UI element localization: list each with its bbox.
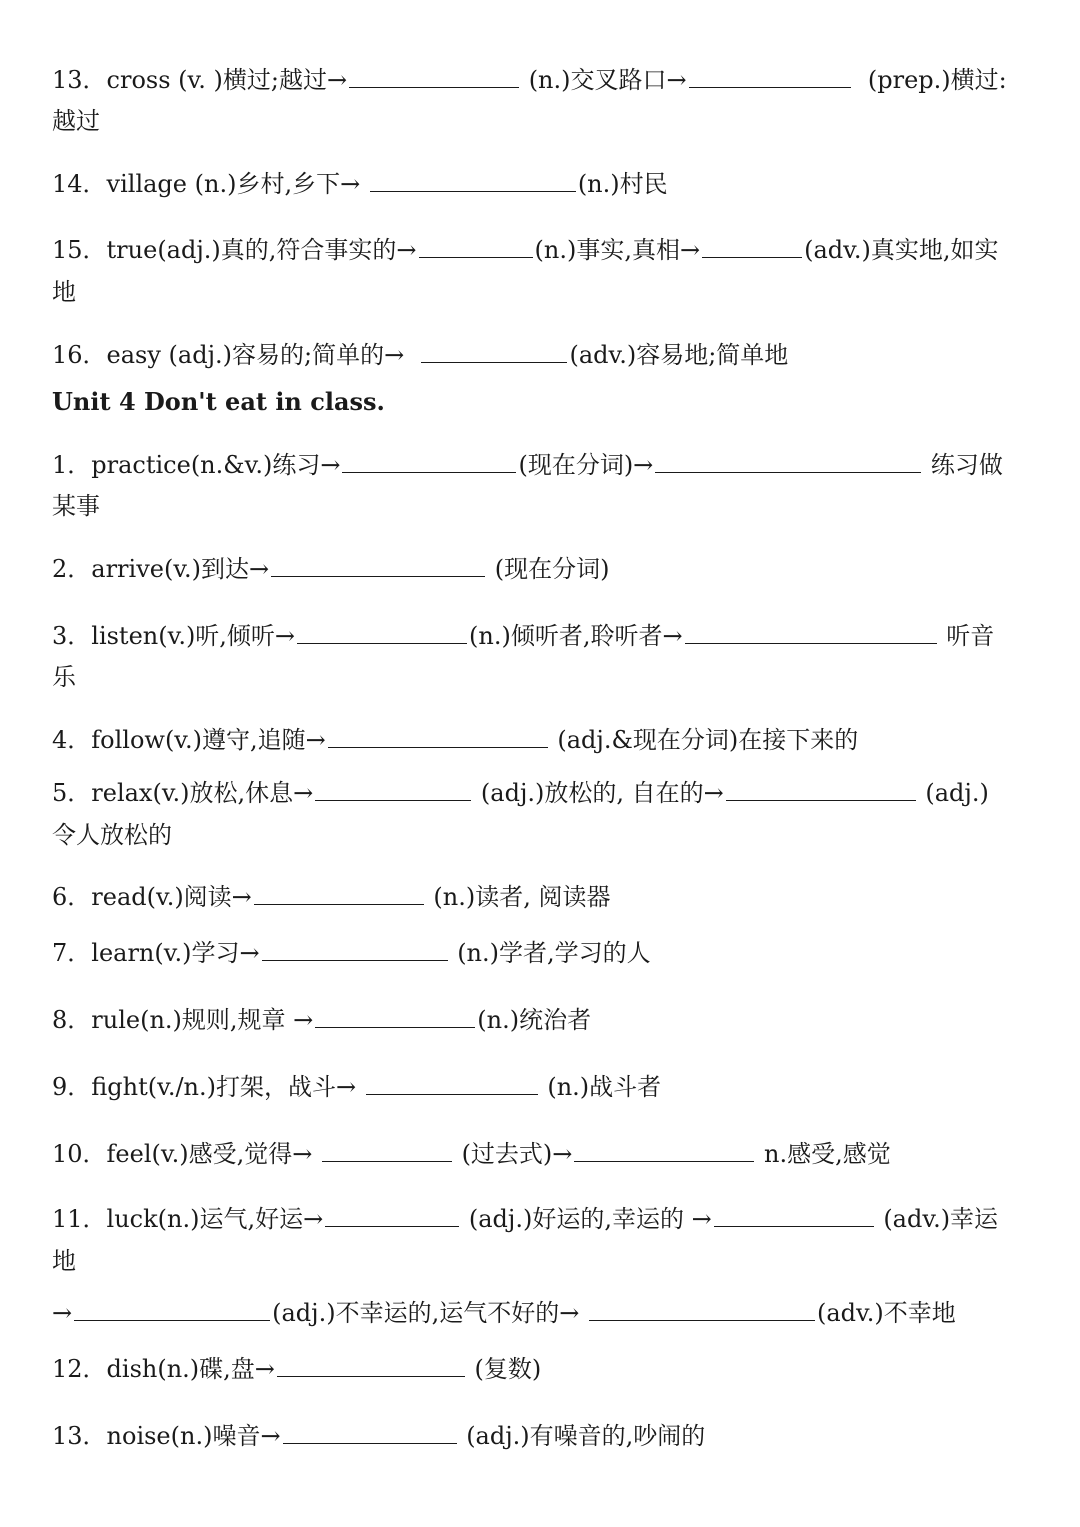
item-text: (现在分词): [487, 555, 610, 583]
item-continuation: 地: [52, 1247, 76, 1275]
item-text: (adj.)不幸运的,运气不好的→: [272, 1299, 587, 1327]
item-u3-15: [52, 230, 1028, 270]
item-text: (adv.)真实地,如实: [804, 236, 999, 264]
item-continuation: 地: [52, 278, 76, 306]
item-text: (adv.)容易地;简单地: [569, 341, 789, 369]
item-u4-3: [52, 616, 1028, 656]
item-text: 4．follow(v.)遵守,追随→: [52, 726, 326, 754]
item-text: (复数): [466, 1355, 542, 1383]
item-text: (adj.): [917, 779, 989, 807]
item-continuation: 乐: [52, 663, 76, 691]
answer-blank[interactable]: [271, 550, 485, 577]
answer-blank[interactable]: [370, 165, 576, 192]
answer-blank[interactable]: [714, 1200, 874, 1227]
item-u4-11: [52, 1199, 1028, 1239]
item-text: 13．noise(n.)噪音→: [52, 1422, 281, 1450]
answer-blank[interactable]: [342, 446, 516, 473]
item-u4-5: [52, 773, 1028, 813]
answer-blank[interactable]: [254, 878, 424, 905]
item-text: 3．listen(v.)听,倾听→: [52, 622, 296, 650]
item-u4-7: [52, 933, 1028, 973]
item-text: (adj.)好运的,幸运的 →: [461, 1205, 712, 1233]
item-text: n.感受,感觉: [756, 1140, 891, 1168]
answer-blank[interactable]: [655, 446, 921, 473]
answer-blank[interactable]: [315, 1001, 475, 1028]
item-text: →: [52, 1299, 73, 1327]
answer-blank[interactable]: [574, 1135, 754, 1162]
item-u4-13: [52, 1416, 1028, 1456]
answer-blank[interactable]: [702, 231, 802, 258]
answer-blank[interactable]: [74, 1294, 270, 1321]
item-u4-10: [52, 1134, 1028, 1174]
item-text: 听音: [938, 622, 995, 650]
item-text: (prep.)横过:: [852, 66, 1007, 94]
answer-blank[interactable]: [349, 61, 519, 88]
item-text: (n.)战斗者: [539, 1073, 662, 1101]
item-text: 14．village (n.)乡村,乡下→: [52, 170, 368, 198]
answer-blank[interactable]: [322, 1135, 452, 1162]
item-text: (n.)学者,学习的人: [449, 939, 651, 967]
item-text: 5．relax(v.)放松,休息→: [52, 779, 314, 807]
item-text: 11．luck(n.)运气,好运→: [52, 1205, 324, 1233]
item-text: (adj.)有噪音的,吵闹的: [458, 1422, 706, 1450]
item-text: (n.)事实,真相→: [534, 236, 701, 264]
item-text: 15．true(adj.)真的,符合事实的→: [52, 236, 417, 264]
item-u4-4: [52, 720, 1028, 760]
item-text: (n.)读者, 阅读器: [425, 883, 611, 911]
item-u4-6: [52, 877, 1028, 917]
item-text: 12．dish(n.)碟,盘→: [52, 1355, 275, 1383]
item-text: (adv.)不幸地: [816, 1299, 956, 1327]
item-u4-2: [52, 549, 1028, 589]
item-text: 1．practice(n.&v.)练习→: [52, 451, 341, 479]
answer-blank[interactable]: [366, 1068, 538, 1095]
item-text: (adj.)放松的, 自在的→: [473, 779, 724, 807]
item-continuation: 令人放松的: [52, 821, 172, 849]
item-text: 6．read(v.)阅读→: [52, 883, 252, 911]
answer-blank[interactable]: [328, 721, 548, 748]
answer-blank[interactable]: [325, 1200, 459, 1227]
item-continuation: 某事: [52, 492, 100, 520]
item-text: 练习做: [923, 451, 1003, 479]
item-text: 10．feel(v.)感受,觉得→: [52, 1140, 320, 1168]
item-u3-16: [52, 335, 1028, 375]
unit-heading: Unit 4 Don't eat in class.: [52, 387, 385, 416]
item-continuation: 越过: [52, 107, 100, 135]
item-text: 8．rule(n.)规则,规章 →: [52, 1006, 314, 1034]
answer-blank[interactable]: [315, 774, 471, 801]
answer-blank[interactable]: [277, 1350, 465, 1377]
item-u4-1: [52, 445, 1028, 485]
answer-blank[interactable]: [726, 774, 916, 801]
item-u4-8: [52, 1000, 1028, 1040]
item-text: (n.)村民: [577, 170, 668, 198]
item-u4-9: [52, 1067, 1028, 1107]
item-text: (n.)倾听者,聆听者→: [469, 622, 683, 650]
answer-blank[interactable]: [262, 934, 448, 961]
item-text: 16．easy (adj.)容易的;简单的→: [52, 341, 420, 369]
item-text: 9．fight(v./n.)打架，战斗→: [52, 1073, 364, 1101]
item-u4-11b: [52, 1293, 1028, 1333]
answer-blank[interactable]: [283, 1417, 457, 1444]
item-u4-12: [52, 1349, 1028, 1389]
answer-blank[interactable]: [419, 231, 533, 258]
item-text: (adj.&现在分词)在接下来的: [549, 726, 859, 754]
item-u3-14: [52, 164, 1028, 204]
answer-blank[interactable]: [689, 61, 851, 88]
answer-blank[interactable]: [589, 1294, 815, 1321]
answer-blank[interactable]: [685, 617, 937, 644]
item-text: (n.)交叉路口→: [521, 66, 687, 94]
item-text: (过去式)→: [453, 1140, 573, 1168]
answer-blank[interactable]: [421, 336, 567, 363]
item-text: (n.)统治者: [477, 1006, 592, 1034]
item-text: 7．learn(v.)学习→: [52, 939, 260, 967]
answer-blank[interactable]: [297, 617, 467, 644]
item-text: (现在分词)→: [518, 451, 654, 479]
item-text: (adv.)幸运: [875, 1205, 999, 1233]
item-text: 13．cross (v. )横过;越过→: [52, 66, 348, 94]
item-u3-13: [52, 60, 1028, 100]
item-text: 2．arrive(v.)到达→: [52, 555, 270, 583]
